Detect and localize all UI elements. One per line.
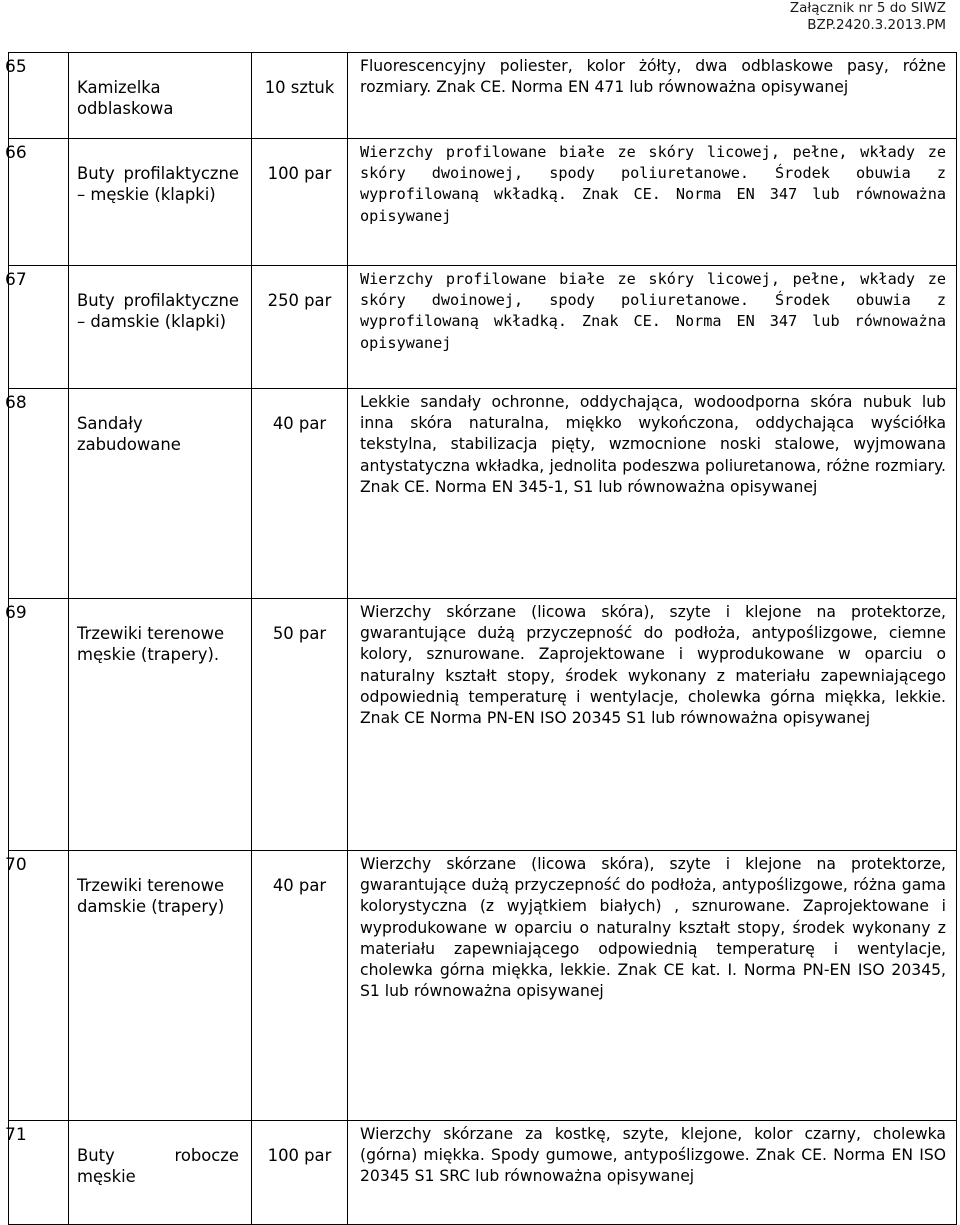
item-number-cell [5, 266, 69, 389]
item-name: Trzewiki terenowe męskie (trapery). [77, 624, 225, 664]
item-name-cell [69, 389, 252, 599]
item-number: 66 [5, 143, 27, 163]
item-description: Fluorescencyjny poliester, kolor żółty, dwa odblaskowe pasy, różne rozmiary. Znak CE. Norma EN 471 lub równoważna opisywanej [360, 57, 946, 97]
table-row [9, 53, 957, 139]
item-description-cell [348, 599, 957, 851]
item-name: Buty robocze męskie [77, 1146, 239, 1186]
item-name-cell [69, 851, 252, 1121]
item-description-cell [348, 389, 957, 599]
item-name-cell [69, 266, 252, 389]
item-quantity-cell [252, 851, 348, 1121]
item-quantity-cell [252, 139, 348, 266]
item-number-cell [5, 1121, 69, 1225]
item-name: Sandały zabudowane [77, 414, 181, 454]
attachment-label: Załącznik nr 5 do SIWZ [789, 0, 946, 16]
item-number: 71 [5, 1125, 27, 1145]
document-header [790, 0, 946, 34]
item-name-cell [69, 53, 252, 139]
item-description: Wierzchy profilowane białe ze skóry licowej, pełne, wkłady ze skóry dwoinowej, spody poliuretanowe. Środek obuwia z wyprofilowaną wkładką. Znak CE. Norma EN 347 lub równoważna opisywanej [360, 143, 946, 225]
item-quantity: 50 par [272, 624, 327, 643]
item-quantity: 100 par [267, 1146, 332, 1165]
item-number: 70 [5, 855, 27, 875]
item-name: Buty profilaktyczne – męskie (klapki) [77, 164, 239, 204]
item-quantity: 10 sztuk [264, 78, 335, 97]
item-number: 65 [5, 57, 27, 77]
item-number-cell [5, 599, 69, 851]
specification-table [5, 52, 957, 1225]
item-name: Trzewiki terenowe damskie (trapery) [77, 876, 225, 916]
item-number-cell [5, 139, 69, 266]
table-row [9, 599, 957, 851]
reference-number: BZP.2420.3.2013.PM [807, 17, 946, 33]
item-quantity-cell [252, 389, 348, 599]
item-name-cell [69, 599, 252, 851]
item-description: Wierzchy profilowane białe ze skóry licowej, pełne, wkłady ze skóry dwoinowej, spody poliuretanowe. Środek obuwia z wyprofilowaną wkładką. Znak CE. Norma EN 347 lub równoważna opisywanej [360, 270, 946, 352]
item-quantity: 40 par [272, 414, 327, 433]
item-number: 68 [5, 393, 27, 413]
item-quantity: 40 par [272, 876, 327, 895]
item-description-cell [348, 53, 957, 139]
item-quantity-cell [252, 266, 348, 389]
item-quantity-cell [252, 53, 348, 139]
table-row [9, 139, 957, 266]
item-description-cell [348, 1121, 957, 1225]
item-quantity: 100 par [267, 164, 332, 183]
item-description: Wierzchy skórzane (licowa skóra), szyte i klejone na protektorze, gwarantujące dużą przyczepność do podłoża, antypoślizgowe, ciemne kolory, sznurowane. Zaprojektowane i wyprodukowane w oparciu o naturalny kształt stopy, środek wykonany z materiału zapewniającego odpowiednią temperaturę i wentylacje, cholewka górna miękka, lekkie. Znak CE Norma PN-EN ISO 20345 S1 lub równoważna opisywanej [360, 603, 946, 728]
item-description-cell [348, 266, 957, 389]
item-name: Buty profilaktyczne – damskie (klapki) [77, 291, 239, 331]
table-row [9, 851, 957, 1121]
item-name-cell [69, 1121, 252, 1225]
item-quantity: 250 par [267, 291, 332, 310]
item-number: 67 [5, 270, 27, 290]
item-description: Wierzchy skórzane (licowa skóra), szyte i klejone na protektorze, gwarantujące dużą przyczepność do podłoża, antypoślizgowe, różna gama kolorystyczna (z wyjątkiem białych) , sznurowane. Zaprojektowane i wyprodukowane w oparciu o naturalny kształt stopy, środek wykonany z materiału zapewniającego odpowiednią temperaturę i wentylacje, cholewka górna miękka, lekkie. Znak CE kat. I. Norma PN-EN ISO 20345, S1 lub równoważna opisywanej [360, 855, 946, 1001]
item-number-cell [5, 851, 69, 1121]
table-row [9, 266, 957, 389]
table-row [9, 1121, 957, 1225]
table-row [9, 389, 957, 599]
item-description-cell [348, 139, 957, 266]
item-description-cell [348, 851, 957, 1121]
item-number-cell [5, 53, 69, 139]
item-number-cell [5, 389, 69, 599]
item-description: Lekkie sandały ochronne, oddychająca, wodoodporna skóra nubuk lub inna skóra naturalna, miękko wykończona, oddychająca wyściółka tekstylna, stabilizacja pięty, wzmocnione noski stalowe, wyjmowana antystatyczna wkładka, jednolita podeszwa poliuretanowa, różne rozmiary. Znak CE. Norma EN 345-1, S1 lub równoważna opisywanej [360, 393, 946, 496]
item-number: 69 [5, 603, 27, 623]
item-name-cell [69, 139, 252, 266]
item-description: Wierzchy skórzane za kostkę, szyte, klejone, kolor czarny, cholewka (górna) miękka. Spody gumowe, antypoślizgowe. Znak CE. Norma EN ISO 20345 S1 SRC lub równoważna opisywanej [360, 1125, 946, 1186]
item-quantity-cell [252, 1121, 348, 1225]
item-name: Kamizelka odblaskowa [77, 78, 174, 118]
item-quantity-cell [252, 599, 348, 851]
